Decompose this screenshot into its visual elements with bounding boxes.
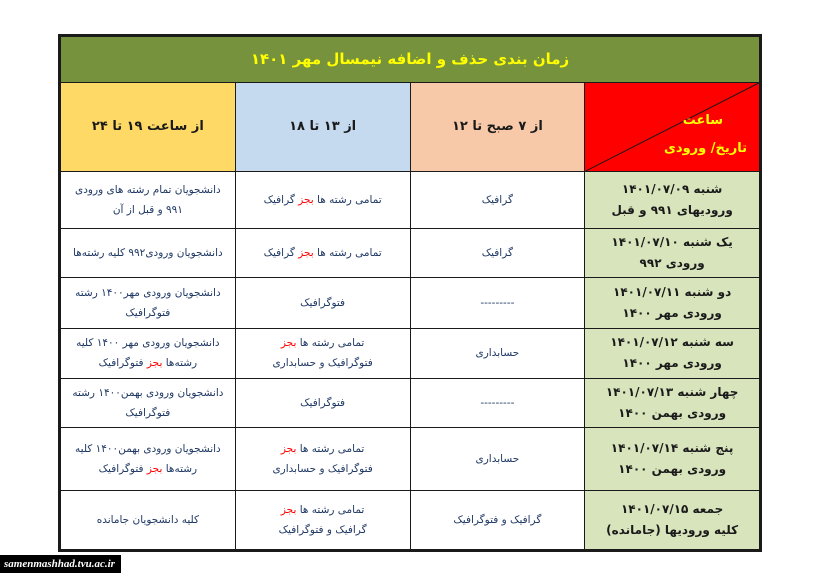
- cell-line: فتوگرافیک و حسابداری: [272, 357, 373, 370]
- schedule-table: [60, 36, 760, 550]
- morning-cell: ---------: [410, 277, 585, 328]
- cell-line: ۹۹۱ و قبل از آن: [112, 204, 183, 217]
- date-line: سه شنبه ۱۴۰۱/۰۷/۱۲: [610, 335, 734, 350]
- morning-cell: حسابداری: [410, 428, 585, 491]
- cell-text: تمامی رشته ها: [313, 194, 382, 207]
- table-title: زمان بندی حذف و اضافه نیمسال مهر ۱۴۰۱: [61, 37, 760, 83]
- except-word: بجز: [298, 194, 314, 207]
- cell-line: [242, 333, 404, 353]
- cell-line: دانشجویان ورودی مهر ۱۴۰۰ کلیه: [76, 337, 220, 350]
- except-word: بجز: [146, 357, 163, 370]
- morning-cell: گرافیک: [410, 228, 585, 277]
- entry-line: ورودی بهمن ۱۴۰۰: [618, 462, 727, 477]
- except-word: بجز: [298, 246, 314, 259]
- date-line: دو شنبه ۱۴۰۱/۰۷/۱۱: [613, 284, 732, 299]
- entry-line: ورودی ۹۹۲: [639, 255, 705, 270]
- cell-text: گرافیک: [263, 194, 299, 207]
- date-cell: [585, 277, 760, 328]
- table-row: [61, 228, 760, 277]
- evening-cell: [61, 277, 236, 328]
- diagonal-divider: [585, 83, 759, 171]
- cell-text: فتوگرافیک: [98, 463, 147, 476]
- except-word: بجز: [280, 337, 297, 350]
- table-row: [61, 491, 760, 550]
- entry-line: ورودی بهمن ۱۴۰۰: [618, 406, 727, 421]
- table-row: [61, 428, 760, 491]
- morning-cell: ---------: [410, 379, 585, 428]
- table-row: [61, 379, 760, 428]
- afternoon-cell: [235, 491, 410, 550]
- cell-line: دانشجویان ورودی مهر۱۴۰۰ رشته: [75, 286, 221, 299]
- date-cell: [585, 228, 760, 277]
- entry-line: کلیه ورودیها (جامانده): [606, 523, 739, 537]
- header-row: [61, 82, 760, 171]
- cell-text: تمامی رشته ها: [296, 337, 365, 350]
- header-col-afternoon: از ۱۳ تا ۱۸: [235, 82, 410, 171]
- table-row: [61, 328, 760, 379]
- morning-cell: گرافیک: [410, 172, 585, 229]
- cell-text: فتوگرافیک: [98, 357, 147, 370]
- header-col-evening: از ساعت ۱۹ تا ۲۴: [61, 82, 236, 171]
- date-line: شنبه ۱۴۰۱/۰۷/۰۹: [621, 182, 723, 197]
- cell-line: [67, 459, 229, 479]
- cell-line: دانشجویان ورودی بهمن۱۴۰۰ کلیه: [75, 443, 221, 456]
- header-corner: [585, 82, 760, 171]
- date-cell: [585, 328, 760, 379]
- afternoon-cell: فتوگرافیک: [235, 379, 410, 428]
- date-cell: [585, 172, 760, 229]
- cell-line: فتوگرافیک و حسابداری: [272, 463, 373, 476]
- morning-cell: حسابداری: [410, 328, 585, 379]
- morning-cell: گرافیک و فتوگرافیک: [410, 491, 585, 550]
- evening-cell: دانشجویان ورودی۹۹۲ کلیه رشته‌ها: [61, 228, 236, 277]
- cell-text: تمامی رشته ها: [313, 246, 382, 259]
- evening-cell: کلیه دانشجویان جامانده: [61, 491, 236, 550]
- schedule-sheet: [58, 34, 762, 552]
- cell-line: [242, 439, 404, 459]
- cell-text: تمامی رشته ها: [296, 504, 365, 516]
- date-line: چهار شنبه ۱۴۰۱/۰۷/۱۳: [605, 385, 739, 400]
- evening-cell: [61, 328, 236, 379]
- cell-text: رشته‌ها: [162, 357, 198, 370]
- afternoon-cell: [235, 172, 410, 229]
- date-cell: [585, 491, 760, 550]
- entry-line: ورودی مهر ۱۴۰۰: [622, 356, 722, 371]
- cell-line: دانشجویان ورودی بهمن۱۴۰۰ رشته: [72, 387, 224, 400]
- cell-text: رشته‌ها: [162, 463, 198, 476]
- evening-cell: [61, 428, 236, 491]
- cell-text: تمامی رشته ها: [296, 443, 365, 456]
- entry-line: ورودی مهر ۱۴۰۰: [622, 305, 722, 320]
- except-word: بجز: [146, 463, 163, 476]
- date-cell: [585, 428, 760, 491]
- evening-cell: [61, 379, 236, 428]
- table-row: [61, 277, 760, 328]
- cell-line: فتوگرافیک: [125, 306, 171, 319]
- table-row: [61, 172, 760, 229]
- header-date-label: تاریخ/ ورودی: [663, 140, 747, 156]
- date-line: پنج شنبه ۱۴۰۱/۰۷/۱۴: [610, 441, 734, 456]
- source-url-label: samenmashhad.tvu.ac.ir: [0, 555, 121, 573]
- header-col-morning: از ۷ صبح تا ۱۲: [410, 82, 585, 171]
- date-cell: [585, 379, 760, 428]
- date-line: جمعه ۱۴۰۱/۰۷/۱۵: [620, 502, 724, 516]
- date-line: یک شنبه ۱۴۰۱/۰۷/۱۰: [611, 234, 733, 249]
- afternoon-cell: [235, 328, 410, 379]
- afternoon-cell: [235, 428, 410, 491]
- cell-line: [242, 500, 404, 520]
- except-word: بجز: [280, 443, 297, 456]
- afternoon-cell: فتوگرافیک: [235, 277, 410, 328]
- except-word: بجز: [280, 504, 297, 516]
- cell-line: فتوگرافیک: [125, 407, 171, 420]
- cell-line: دانشجویان تمام رشته های ورودی: [75, 184, 221, 197]
- cell-line: [67, 353, 229, 373]
- afternoon-cell: [235, 228, 410, 277]
- header-time-label: ساعت: [682, 112, 723, 128]
- cell-line: گرافیک و فتوگرافیک: [278, 524, 367, 536]
- evening-cell: [61, 172, 236, 229]
- entry-line: ورودیهای ۹۹۱ و قبل: [611, 203, 733, 218]
- cell-text: گرافیک: [263, 246, 299, 259]
